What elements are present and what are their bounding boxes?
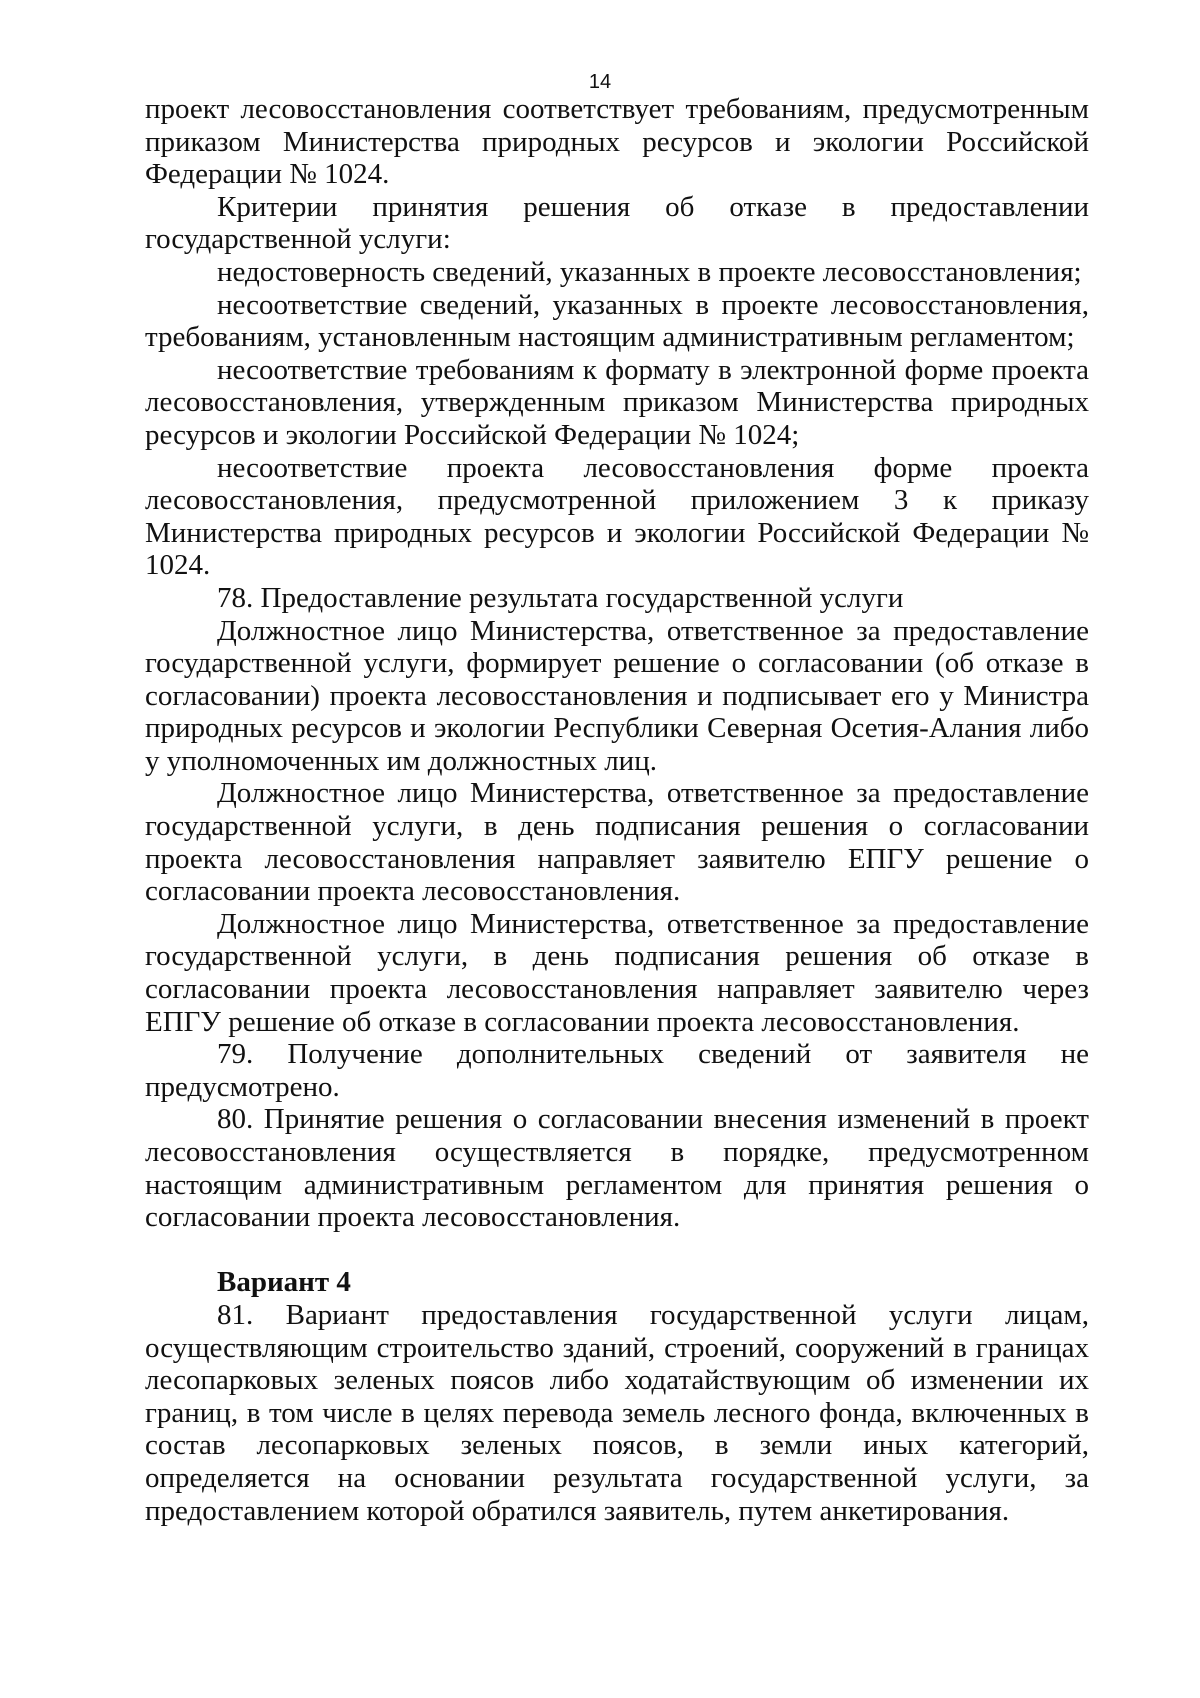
paragraph-project-compliance: проект лесовосстановления соответствует требованиям, предусмотренным приказом Министерства природных ресурсов и экологии Российской Федерации № 1024.: [145, 93, 1089, 191]
document-body: [145, 93, 1089, 1527]
paragraph-item-79: 79. Получение дополнительных сведений от заявителя не предусмотрено.: [145, 1038, 1089, 1103]
paragraph-item-80: 80. Принятие решения о согласовании внесения изменений в проект лесовосстановления осуществляется в порядке, предусмотренном настоящим административным регламентом для принятия решения о согласовании проекта лесовосстановления.: [145, 1103, 1089, 1234]
paragraph-item-78: 78. Предоставление результата государственной услуги: [217, 581, 904, 614]
page-number: 14: [588, 71, 612, 93]
paragraph-noncompliance-regulation: несоответствие сведений, указанных в проекте лесовосстановления, требованиям, установленным настоящим административным регламентом;: [145, 288, 1089, 354]
paragraph-item-81: 81. Вариант предоставления государственной услуги лицам, осуществляющим строительство зданий, строений, сооружений в границах лесопарковых зеленых поясов либо ходатайствующим об изменении их границ, в том числе в целях перевода земель лесного фонда, включенных в состав лесопарковых зеленых поясов, в земли иных категорий, определяется на основании результата государственной услуги, за предоставлением которой обратился заявитель, путем анкетирования.: [145, 1298, 1089, 1527]
paragraph-refusal-criteria: Критерии принятия решения об отказе в предоставлении государственной услуги:: [145, 190, 1089, 256]
paragraph-unreliable-info: недостоверность сведений, указанных в проекте лесовосстановления;: [217, 255, 1082, 288]
paragraph-official-decision: Должностное лицо Министерства, ответственное за предоставление государственной услуги, формирует решение о согласовании (об отказе в согласовании) проекта лесовосстановления и подписывает его у Министра природных ресурсов и экологии Республики Северная Осетия-Алания либо у уполномоченных им должностных лиц.: [145, 614, 1089, 777]
paragraph-noncompliance-form: несоответствие проекта лесовосстановления форме проекта лесовосстановления, предусмотренной приложением 3 к приказу Министерства природных ресурсов и экологии Российской Федерации № 1024.: [145, 451, 1089, 582]
paragraph-approval-sending: Должностное лицо Министерства, ответственное за предоставление государственной услуги, в день подписания решения о согласовании проекта лесовосстановления направляет заявителю ЕПГУ решение о согласовании проекта лесовосстановления.: [145, 777, 1089, 908]
paragraph-refusal-sending: Должностное лицо Министерства, ответственное за предоставление государственной услуги, в день подписания решения об отказе в согласовании проекта лесовосстановления направляет заявителю через ЕПГУ решение об отказе в согласовании проекта лесовосстановления.: [145, 907, 1089, 1038]
section-heading-variant-4: Вариант 4: [217, 1266, 351, 1299]
paragraph-noncompliance-format: несоответствие требованиям к формату в электронной форме проекта лесовосстановления, утвержденным приказом Министерства природных ресурсов и экологии Российской Федерации № 1024;: [145, 353, 1089, 451]
